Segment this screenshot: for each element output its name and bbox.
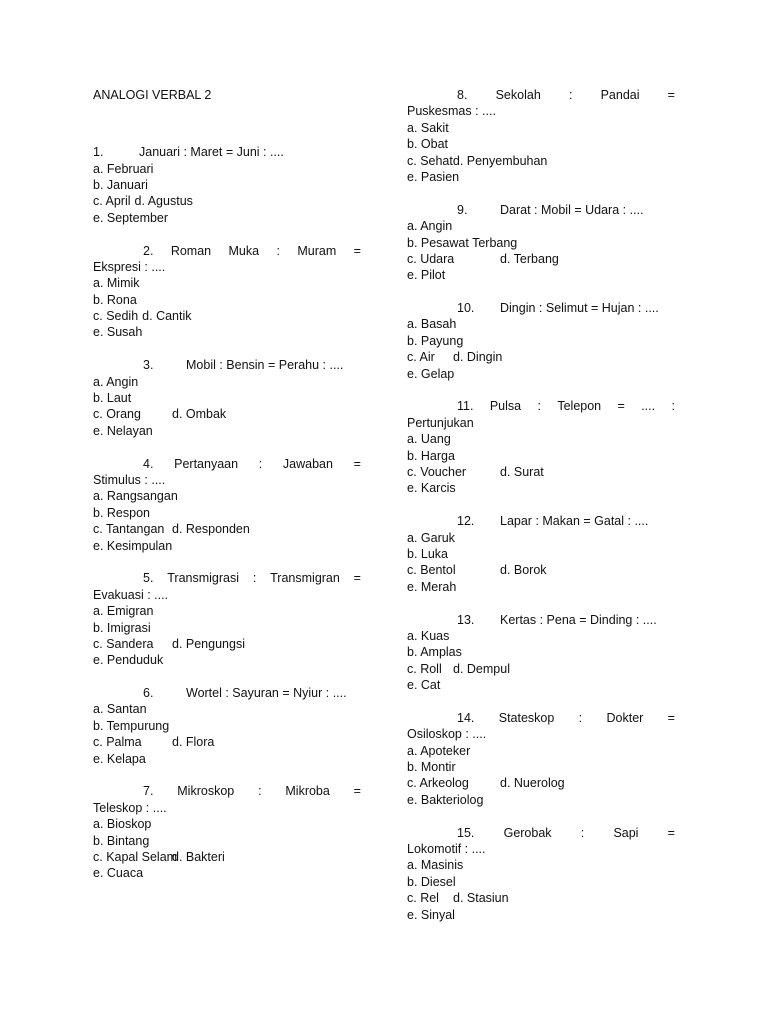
question-text: Mobil : Bensin = Perahu : .... [186,358,344,373]
question-number: 8. [457,88,468,102]
option-b: b. Payung [407,333,464,348]
option-d: d. Bakteri [172,849,225,864]
option-d: d. Dingin [453,350,503,365]
option-e: e. Pilot [407,268,446,283]
option-row-cd [93,521,361,537]
option-b: b. Laut [93,391,132,406]
option-b: b. Respon [93,505,150,520]
stem-word: Mikroskop [177,784,235,799]
option-row-cd [407,349,675,365]
option-d: d. Terbang [500,251,559,266]
option-c: c. Rel [407,891,439,906]
option-e: e. Gelap [407,366,455,381]
question-11 [407,398,675,496]
option-e: e. Merah [407,579,457,594]
stem-word: = [353,784,361,799]
stem-word: : [568,88,573,102]
option-d: d. Surat [500,464,544,479]
stem-word: : [671,399,675,414]
option-e: e. Penduduk [93,653,164,668]
option-c: c. Voucher [407,464,467,479]
option-c: c. Arkeolog [407,776,469,791]
option-a: a. Emigran [93,604,154,619]
stem-word: = [353,243,361,258]
question-4 [93,456,361,554]
option-a: a. Kuas [407,628,450,643]
option-b: b. Januari [93,177,148,192]
question-stem [407,87,675,103]
stem-word: = [353,571,361,586]
option-row-cd [407,562,675,578]
question-number: 3. [143,358,154,373]
option-b: b. Diesel [407,874,456,889]
stem-word: Muka [228,243,260,258]
question-13 [407,612,675,694]
option-c: c. Sedih [93,309,139,324]
question-stem [93,570,361,586]
option-c: c. Kapal Selam [93,849,178,864]
question-3 [93,357,361,439]
stem-word: Muram [297,243,337,258]
stem-word: = [667,710,675,725]
option-d: d. Agustus [134,194,193,209]
stem-word: : [580,825,585,840]
question-number: 11. [457,399,474,414]
question-number: 5. [143,571,154,586]
question-continuation: Osiloskop : .... [407,727,487,742]
question-continuation: Pertunjukan [407,415,474,430]
stem-word: Pertanyaan [174,456,239,471]
question-5 [93,570,361,668]
option-row-cd [407,153,675,169]
stem-word: Telepon [557,399,602,414]
stem-word: : [258,456,263,471]
question-number: 2. [143,243,154,258]
question-continuation: Lokomotif : .... [407,841,486,856]
question-stem [93,456,361,472]
question-stem [407,398,675,414]
option-b: b. Tempurung [93,718,170,733]
question-continuation: Ekspresi : .... [93,259,166,274]
question-15 [407,825,675,923]
stem-word: Transmigran [270,571,340,586]
option-d: d. Pengungsi [172,636,245,651]
option-e: e. Karcis [407,481,456,496]
option-c: c. Roll [407,661,442,676]
stem-word: = [667,88,675,102]
option-e: e. Kesimpulan [93,538,173,553]
option-row-cd [93,406,361,422]
question-text: Wortel : Sayuran = Nyiur : .... [186,686,347,701]
question-stem [93,144,361,160]
question-number: 14. [457,710,475,725]
question-number: 6. [143,686,154,701]
question-12 [407,513,675,595]
option-b: b. Luka [407,546,449,561]
option-c: c. Air [407,350,435,365]
option-b: b. Harga [407,448,455,463]
stem-word: Sapi [613,825,639,840]
question-number: 15. [457,825,475,840]
document-title: ANALOGI VERBAL 2 [93,88,212,102]
stem-word: Jawaban [282,456,333,471]
option-e: e. Cuaca [93,866,144,881]
option-a: a. Sakit [407,120,449,135]
question-6 [93,685,361,767]
question-continuation: Stimulus : .... [93,472,166,487]
stem-word: .... [641,399,656,414]
question-number: 1. [93,145,104,160]
option-b: b. Imigrasi [93,620,151,635]
option-d: d. Ombak [172,407,227,422]
question-stem [93,783,361,799]
option-d: d. Borok [500,563,547,578]
question-stem [93,357,361,373]
option-b: b. Obat [407,137,448,152]
right-column [407,87,675,923]
question-text: Lapar : Makan = Gatal : .... [500,514,649,529]
question-stem [407,513,675,529]
question-2 [93,243,361,341]
question-number: 13. [457,612,475,627]
option-d: d. Cantik [142,309,192,324]
option-c: c. Orang [93,407,141,422]
option-a: a. Uang [407,432,451,447]
stem-word: Roman [170,243,212,258]
stem-word: Pulsa [489,399,522,414]
question-7 [93,783,361,881]
option-row-cd [407,251,675,267]
option-a: a. Mimik [93,276,140,291]
question-number: 4. [143,456,154,471]
option-a: a. Santan [93,702,147,717]
question-text: Darat : Mobil = Udara : .... [500,202,644,217]
option-e: e. Cat [407,678,441,693]
option-c: c. Palma [93,735,142,750]
question-number: 7. [143,784,154,799]
option-a: a. Masinis [407,858,464,873]
option-row-cd [407,775,675,791]
option-b: b. Bintang [93,833,150,848]
stem-word: Gerobak [503,825,552,840]
question-stem [407,202,675,218]
option-c: c. Udara [407,251,455,266]
question-1 [93,144,361,226]
question-9 [407,202,675,284]
stem-word: Sekolah [495,88,541,102]
stem-word: = [353,456,361,471]
option-row-cd [93,308,361,324]
option-e: e. September [93,210,169,225]
option-a: a. Garuk [407,530,455,545]
option-row-cd [93,636,361,652]
stem-word: Mikroba [285,784,330,799]
question-number: 9. [457,202,468,217]
question-8 [407,87,675,185]
option-c: c. Sandera [93,636,154,651]
option-e: e. Susah [93,325,143,340]
question-stem [407,612,675,628]
stem-word: : [578,710,583,725]
option-row-cd [93,734,361,750]
stem-word: : [537,399,541,414]
option-e: e. Sinyal [407,907,455,922]
option-d: d. Stasiun [453,891,509,906]
question-continuation: Evakuasi : .... [93,587,169,602]
question-stem [407,300,675,316]
question-continuation: Teleskop : .... [93,800,167,815]
option-a: a. Basah [407,317,457,332]
option-c: c. April [93,194,131,209]
option-d: d. Penyembuhan [452,153,548,168]
stem-word: : [258,784,262,799]
option-e: e. Nelayan [93,423,153,438]
option-d: d. Nuerolog [500,776,565,791]
stem-word: Transmigrasi [167,571,240,586]
option-b: b. Amplas [407,645,462,660]
option-a: a. Rangsangan [93,489,178,504]
stem-word: Stateskop [498,710,555,725]
question-stem [93,243,361,259]
option-b: b. Pesawat Terbang [407,235,518,250]
stem-word: : [276,243,280,258]
stem-word: Pandai [600,88,640,102]
question-10 [407,300,675,382]
question-number: 10. [457,301,475,316]
question-text: Dingin : Selimut = Hujan : .... [500,301,659,316]
option-c: c. Bentol [407,563,456,578]
option-e: e. Bakteriolog [407,792,484,807]
stem-word: Dokter [606,710,644,725]
option-e: e. Pasien [407,169,460,184]
question-14 [407,710,675,808]
option-a: a. Angin [407,219,453,234]
option-b: b. Montir [407,760,456,775]
option-d: d. Responden [172,522,250,537]
option-a: a. Februari [93,161,154,176]
stem-word: = [667,825,675,840]
question-number: 12. [457,514,475,529]
option-d: d. Dempul [453,661,510,676]
option-e: e. Kelapa [93,751,146,766]
option-b: b. Rona [93,292,137,307]
question-stem [93,685,361,701]
option-a: a. Angin [93,374,139,389]
option-a: a. Bioskop [93,817,152,832]
question-text: Januari : Maret = Juni : .... [139,145,284,160]
question-text: Kertas : Pena = Dinding : .... [500,612,657,627]
option-row-cd [407,661,675,677]
option-row-cd [407,464,675,480]
option-row-cd [407,890,675,906]
stem-word: = [617,399,625,414]
option-c: c. Sehat [407,153,453,168]
question-continuation: Puskesmas : .... [407,104,496,119]
left-column [93,87,361,882]
stem-word: : [252,571,257,586]
option-c: c. Tantangan [93,522,165,537]
option-row-cd [93,849,361,865]
question-stem [407,825,675,841]
option-d: d. Flora [172,735,215,750]
option-a: a. Apoteker [407,743,471,758]
option-row-cd [93,193,361,209]
question-stem [407,710,675,726]
